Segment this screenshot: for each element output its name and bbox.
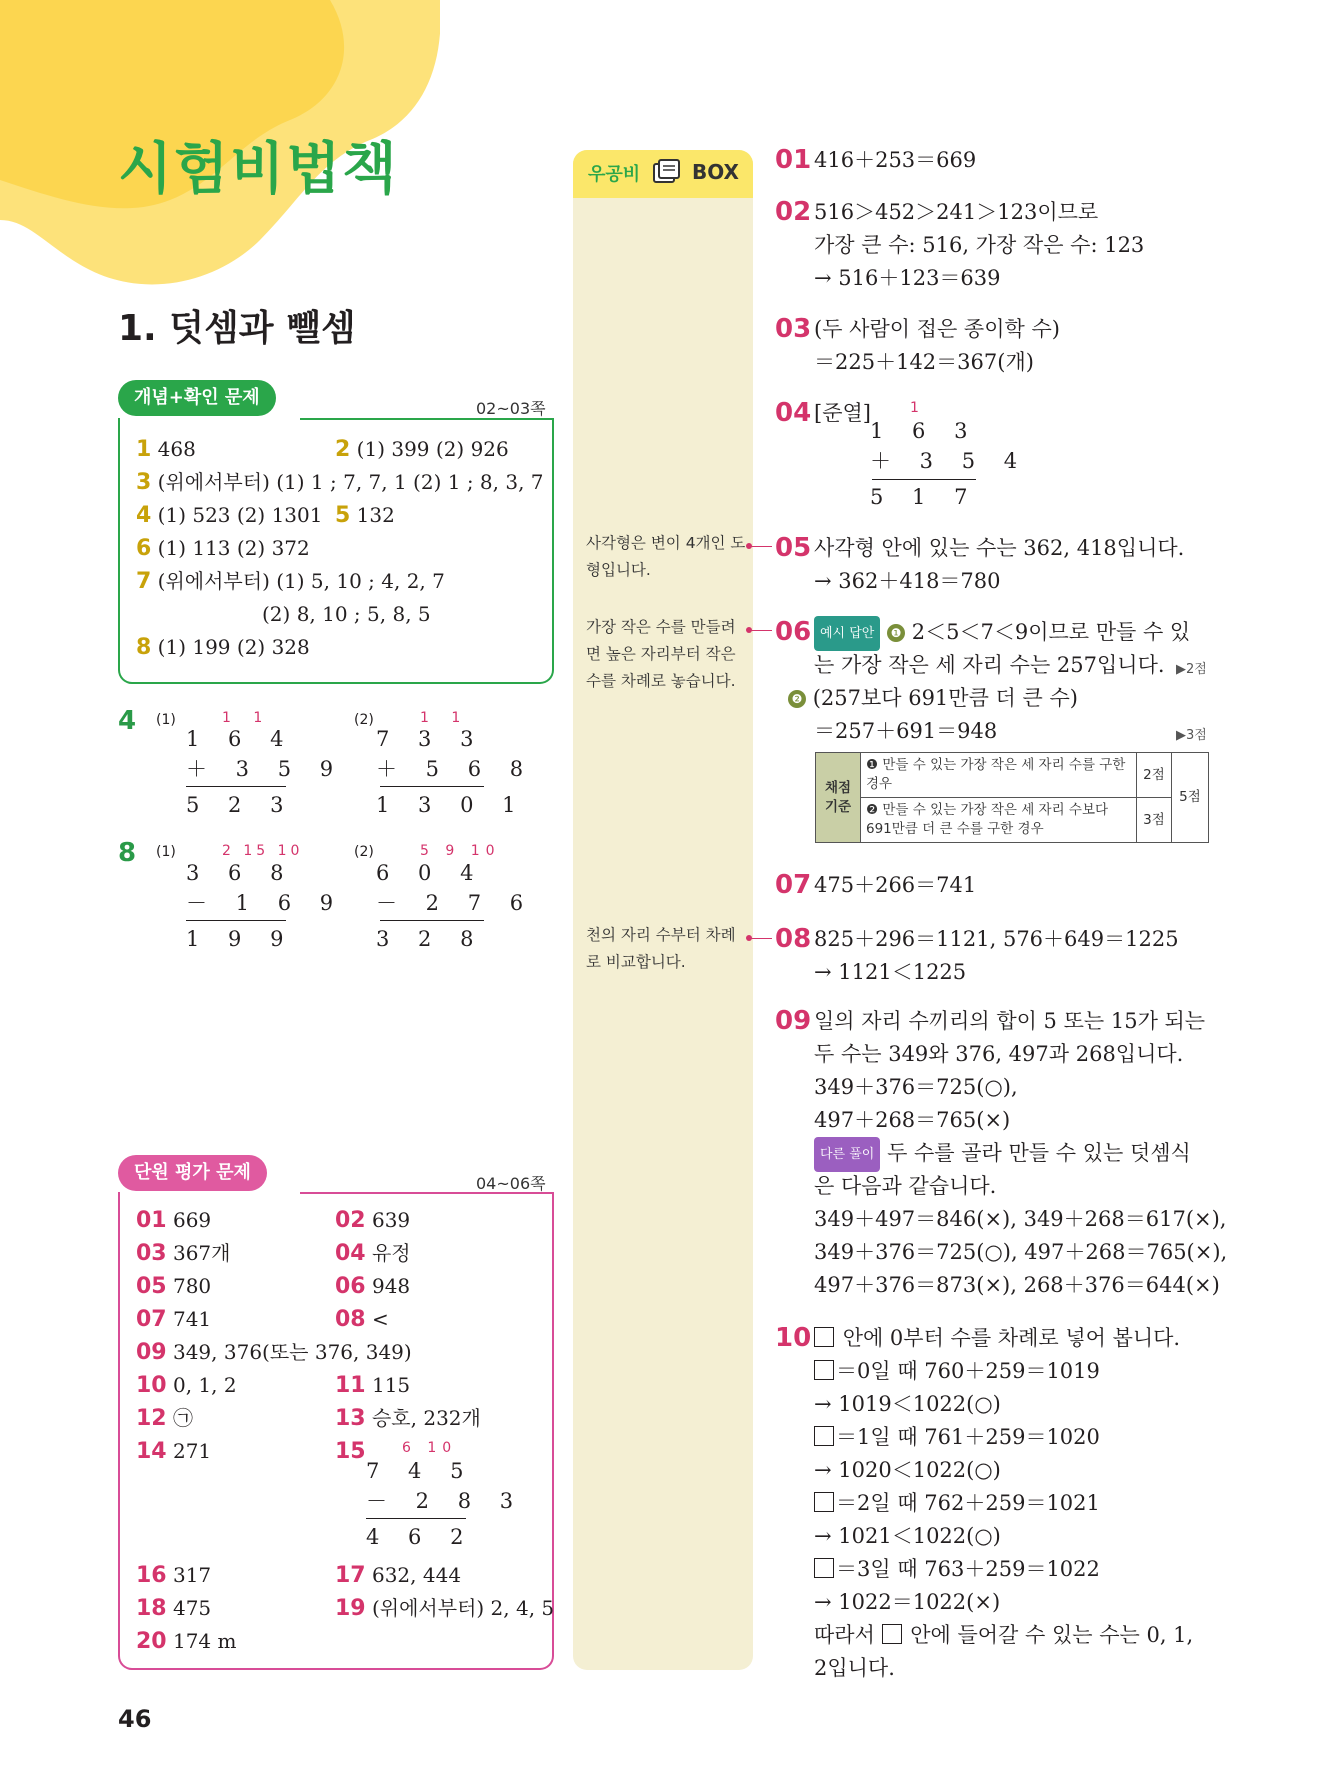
list-item: 12 ㉠: [136, 1406, 193, 1431]
answer-line: ＝2일 때 762＋259＝1021: [814, 1487, 1100, 1520]
answer-line: (두 사람이 접은 종이학 수): [814, 317, 1060, 341]
minuend: 7 4 5: [366, 1459, 475, 1483]
answer-line: ＝257＋691＝948: [814, 719, 998, 743]
answer-number: 01: [775, 145, 812, 175]
answer-number: 04: [775, 398, 812, 428]
sidebar-box-label: BOX: [692, 160, 739, 184]
list-item: 03 367개: [136, 1241, 231, 1266]
list-item: 06 948: [335, 1274, 411, 1299]
criteria-row: ❶ 만들 수 있는 가장 작은 세 자리 수를 구한 경우: [861, 753, 1137, 798]
answer-line: ＝225＋142＝367(개): [814, 350, 1034, 374]
part-label: (2): [354, 844, 374, 860]
side-note: 사각형은 변이 4개인 도형입니다.: [586, 534, 746, 579]
addend-bottom: ＋ 3 5 9: [186, 757, 345, 781]
list-item: 01 669: [136, 1208, 212, 1233]
answer-line: 사각형 안에 있는 수는 362, 418입니다.: [814, 536, 1185, 560]
example-answer-badge: 예시 답안: [814, 616, 880, 651]
scoring-criteria-table: [815, 752, 1209, 843]
addend-top: 1 6 3: [870, 419, 979, 443]
answer-line: 따라서 안에 들어갈 수 있는 수는 0, 1,: [814, 1623, 1194, 1647]
blank-box-icon: [814, 1558, 834, 1578]
list-item: 08 <: [335, 1307, 389, 1332]
answer-line: 두 수는 349와 376, 497과 268입니다.: [814, 1042, 1184, 1066]
carry-digits: 5 9 10: [420, 843, 501, 859]
chapter-heading: 1. 덧셈과 뺄셈: [118, 308, 356, 349]
answer-line: 497＋376＝873(×), 268＋376＝644(×): [814, 1273, 1220, 1297]
list-item: 8 (1) 199 (2) 328: [136, 635, 310, 660]
list-item: 4 (1) 523 (2) 1301: [136, 503, 323, 528]
book-icon: [650, 156, 682, 188]
blank-box-icon: [814, 1492, 834, 1512]
list-item: 5 132: [335, 503, 395, 528]
list-item: 02 639: [335, 1208, 411, 1233]
subtrahend: － 1 6 9: [186, 891, 345, 915]
list-item: 07 741: [136, 1307, 212, 1332]
alternative-solution-badge: 다른 풀이: [814, 1137, 880, 1172]
answer-number: 05: [775, 533, 812, 563]
blank-box-icon: [882, 1624, 902, 1644]
difference-line: [366, 1518, 466, 1519]
list-item: 18 475: [136, 1596, 212, 1621]
addend-bottom: ＋ 3 5 4: [870, 449, 1029, 473]
answer-line: 349＋497＝846(×), 349＋268＝617(×),: [814, 1207, 1227, 1231]
answer-line: → 362＋418＝780: [814, 569, 1001, 593]
list-item: 16 317: [136, 1563, 212, 1588]
sum-result: 5 2 3: [186, 793, 295, 817]
difference-result: 1 9 9: [186, 927, 295, 951]
blank-box-icon: [814, 1426, 834, 1446]
answer-line: 349＋376＝725(○),: [814, 1075, 1018, 1099]
pointer-line: [750, 546, 772, 547]
sum-result: 1 3 0 1: [376, 793, 527, 817]
sidebar-label: 우공비: [588, 164, 641, 185]
list-item: 09 349, 376(또는 376, 349): [136, 1340, 412, 1365]
difference-result: 4 6 2: [366, 1525, 475, 1549]
answer-number: 10: [775, 1323, 812, 1353]
criteria-points: 2점: [1137, 753, 1172, 798]
list-item: 7 (위에서부터) (1) 5, 10 ; 4, 2, 7: [136, 569, 445, 594]
answer-line: 예시 답안 ❶ 2＜5＜7＜9이므로 만들 수 있: [814, 616, 1190, 651]
answer-number: 08: [775, 924, 812, 954]
addend-top: 7 3 3: [376, 727, 485, 751]
carry-digits: 1 1: [420, 710, 470, 726]
score-marker: ▶2점: [1176, 662, 1207, 677]
list-item: 10 0, 1, 2: [136, 1373, 237, 1398]
addend-bottom: ＋ 5 6 8: [376, 757, 535, 781]
criteria-row: ❷ 만들 수 있는 가장 작은 세 자리 수보다 691만큼 더 큰 수를 구한 경우: [861, 798, 1137, 843]
subtrahend: － 2 7 6: [376, 891, 535, 915]
concept-check-label: 개념+확인 문제: [118, 380, 276, 416]
answer-line: 475＋266＝741: [814, 873, 977, 897]
answer-line: 다른 풀이 두 수를 골라 만들 수 있는 덧셈식: [814, 1137, 1191, 1172]
step-marker: ❶: [887, 624, 905, 642]
list-item: 2 (1) 399 (2) 926: [335, 437, 509, 462]
answer-line: ＝0일 때 760＋259＝1019: [814, 1355, 1100, 1388]
answer-line: → 1020＜1022(○): [814, 1458, 1001, 1482]
unit-test-label: 단원 평가 문제: [118, 1155, 267, 1191]
side-note: 천의 자리 수부터 차례로 비교합니다.: [586, 926, 736, 971]
answer-line: 안에 0부터 수를 차례로 넣어 봅니다.: [814, 1322, 1180, 1355]
answer-line: 일의 자리 수끼리의 합이 5 또는 15가 되는: [814, 1009, 1206, 1033]
score-marker: ▶3점: [1176, 728, 1207, 743]
part-label: (1): [156, 712, 176, 728]
list-item: 6 (1) 113 (2) 372: [136, 536, 310, 561]
answer-line: 497＋268＝765(×): [814, 1108, 1011, 1132]
answer-line: → 1021＜1022(○): [814, 1524, 1001, 1548]
sum-line: [872, 479, 976, 480]
list-item: 17 632, 444: [335, 1563, 462, 1588]
answer-number: 07: [775, 870, 812, 900]
answer-line: → 1019＜1022(○): [814, 1392, 1001, 1416]
list-item: (2) 8, 10 ; 5, 8, 5: [262, 602, 431, 626]
list-item: 04 유정: [335, 1241, 411, 1266]
criteria-points: 3점: [1137, 798, 1172, 843]
list-item: 13 승호, 232개: [335, 1406, 481, 1431]
part-label: (2): [354, 712, 374, 728]
answer-line: 416＋253＝669: [814, 148, 977, 172]
answer-number: 02: [775, 197, 812, 227]
blank-box-icon: [814, 1327, 834, 1347]
step-marker: ❷: [788, 690, 806, 708]
answer-line: → 1022＝1022(×): [814, 1590, 1001, 1614]
page-range-1: 02~03쪽: [476, 399, 546, 418]
part-label: (1): [156, 844, 176, 860]
addend-top: 1 6 4: [186, 727, 295, 751]
list-item: 15: [335, 1439, 366, 1464]
subtrahend: － 2 8 3: [366, 1489, 525, 1513]
sum-line: [186, 786, 286, 787]
list-item: 11 115: [335, 1373, 411, 1398]
answer-line: 825＋296＝1121, 576＋649＝1225: [814, 927, 1179, 951]
answer-line: ❷ (257보다 691만큼 더 큰 수): [788, 682, 1078, 715]
blank-box-icon: [814, 1360, 834, 1380]
answer-number: 03: [775, 314, 812, 344]
difference-line: [380, 920, 484, 921]
carry-digits: 2 15 10: [222, 843, 304, 859]
answer-line: ＝3일 때 763＋259＝1022: [814, 1553, 1100, 1586]
answer-line: 2입니다.: [814, 1656, 895, 1680]
list-item: 1 468: [136, 437, 196, 462]
minuend: 3 6 8: [186, 861, 295, 885]
list-item: 20 174 m: [136, 1629, 237, 1654]
problem-number: 8: [118, 838, 137, 868]
criteria-header: 채점 기준: [816, 753, 861, 843]
page-number: 46: [118, 1705, 152, 1733]
answer-line: ＝1일 때 761＋259＝1020: [814, 1421, 1100, 1454]
answer-line: 가장 큰 수: 516, 가장 작은 수: 123: [814, 233, 1145, 257]
sum-line: [380, 786, 484, 787]
carry-digits: 6 10: [402, 1440, 458, 1456]
minuend: 6 0 4: [376, 861, 485, 885]
sum-result: 5 1 7: [870, 485, 979, 509]
answer-number: 06: [775, 617, 812, 647]
pointer-line: [750, 630, 772, 631]
problem-number: 4: [118, 706, 137, 736]
page-title: 시험비법책: [118, 137, 399, 202]
side-note: 가장 작은 수를 만들려면 높은 자리부터 작은 수를 차례로 놓습니다.: [586, 618, 736, 690]
answer-line: 516＞452＞241＞123이므로: [814, 200, 1099, 224]
sidebar-strip: [573, 150, 753, 1670]
list-item: 19 (위에서부터) 2, 4, 5: [335, 1596, 555, 1621]
page-range-2: 04~06쪽: [476, 1174, 546, 1193]
answer-line: [준열]: [814, 401, 871, 425]
carry-digits: 1 1: [222, 710, 272, 726]
carry-digits: 1: [910, 400, 928, 416]
list-item: 3 (위에서부터) (1) 1 ; 7, 7, 1 (2) 1 ; 8, 3, 7: [136, 470, 544, 495]
list-item: 05 780: [136, 1274, 212, 1299]
answer-line: → 1121＜1225: [814, 960, 967, 984]
answer-line: → 516＋123＝639: [814, 266, 1001, 290]
answer-line: 은 다음과 같습니다.: [814, 1174, 997, 1198]
difference-result: 3 2 8: [376, 927, 485, 951]
difference-line: [186, 920, 286, 921]
pointer-line: [750, 938, 772, 939]
answer-line: 는 가장 작은 세 자리 수는 257입니다.: [814, 653, 1165, 677]
list-item: 14 271: [136, 1439, 212, 1464]
answer-line: 349＋376＝725(○), 497＋268＝765(×),: [814, 1240, 1228, 1264]
answer-number: 09: [775, 1006, 812, 1036]
criteria-total: 5점: [1172, 753, 1209, 843]
